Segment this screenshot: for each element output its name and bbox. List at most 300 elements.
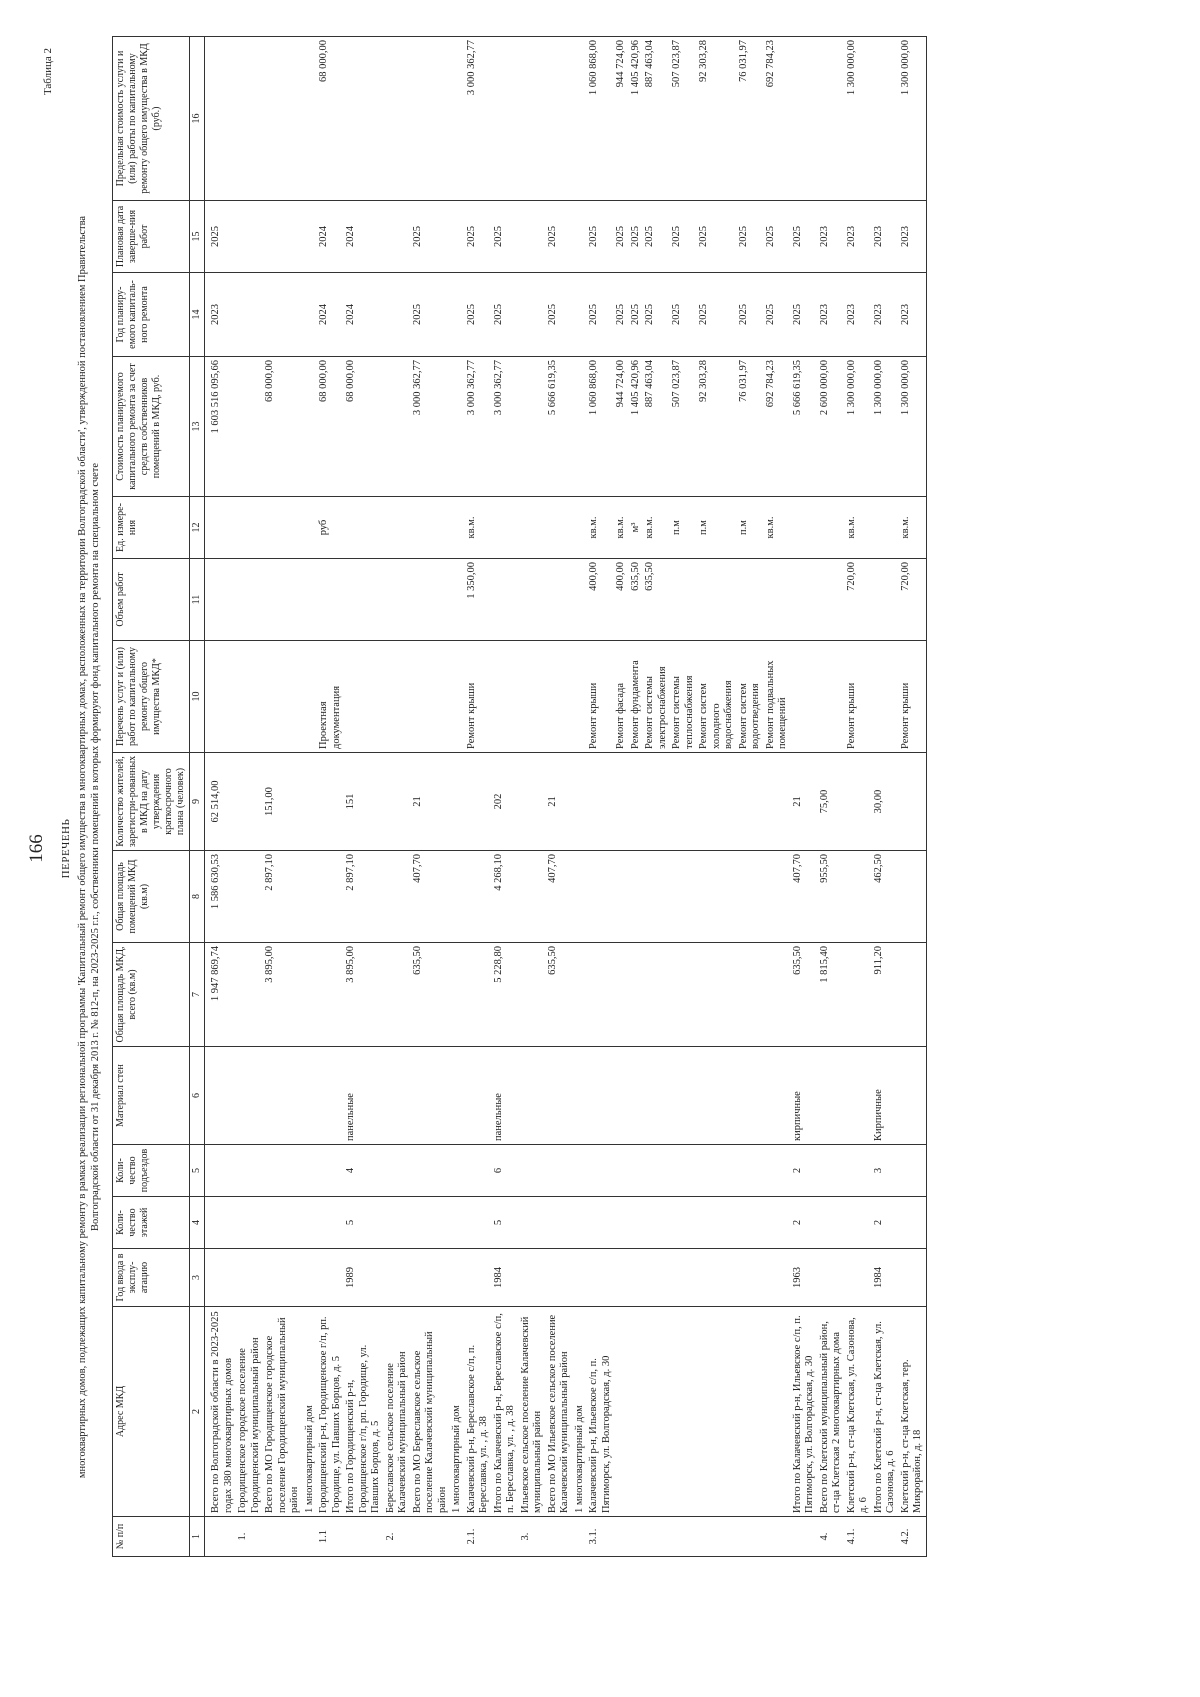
table-cell: 3 000 362,77 xyxy=(411,357,451,497)
table-cell: 68 000,00 xyxy=(317,37,344,201)
table-cell: 635,50 xyxy=(546,943,573,1047)
table-cell xyxy=(263,1517,303,1557)
table-cell xyxy=(791,37,818,201)
table-cell: 1984 xyxy=(492,1249,519,1307)
table-cell: 1 815,40 xyxy=(818,943,845,1047)
table-cell xyxy=(573,357,588,497)
table-cell: кирпичные xyxy=(791,1047,818,1145)
table-cell xyxy=(643,1249,670,1307)
table-cell xyxy=(764,943,791,1047)
table-cell xyxy=(872,559,899,641)
table-cell xyxy=(384,559,411,641)
table-cell: Всего по МО Городищенское городское поселение Городищенский муниципальный район xyxy=(263,1307,303,1517)
table-cell: 3 895,00 xyxy=(344,943,384,1047)
table-cell: 4 268,10 xyxy=(492,851,519,943)
table-cell xyxy=(614,1145,629,1197)
table-cell: 2025 xyxy=(205,201,237,273)
table-cell xyxy=(872,1517,899,1557)
table-row xyxy=(236,37,263,1557)
table-cell: 2024 xyxy=(344,273,384,357)
table-cell xyxy=(263,273,303,357)
table-cell: 1 300 000,00 xyxy=(845,357,872,497)
table-cell: 2025 xyxy=(791,201,818,273)
table-cell xyxy=(450,851,465,943)
table-cell xyxy=(205,37,237,201)
table-cell: Калачевский р-н, Ильевское с/п, п. Пятиморск, ул. Волгорадская, д. 30 xyxy=(587,1307,614,1517)
table-cell: 2025 xyxy=(492,201,519,273)
table-cell: 5 xyxy=(344,1197,384,1249)
table-cell: 202 xyxy=(492,753,519,851)
table-cell xyxy=(587,1145,614,1197)
table-cell xyxy=(546,559,573,641)
table-cell xyxy=(384,357,411,497)
table-cell xyxy=(303,357,318,497)
table-cell xyxy=(629,1145,644,1197)
table-cell xyxy=(670,1145,697,1197)
table-cell: 1984 xyxy=(872,1249,899,1307)
table-cell xyxy=(411,497,451,559)
table-cell: Ремонт крыши xyxy=(899,641,927,753)
header-cell: Плановая дата заверше-ния работ xyxy=(113,201,190,273)
table-cell xyxy=(573,943,588,1047)
table-cell xyxy=(384,1197,411,1249)
table-cell xyxy=(303,1047,318,1145)
table-cell xyxy=(670,1517,697,1557)
header-cell: Общая площадь МКД, всего (кв.м) xyxy=(113,943,190,1047)
table-cell: 3. xyxy=(519,1517,546,1557)
table-cell xyxy=(236,641,263,753)
table-cell xyxy=(614,1517,629,1557)
table-cell xyxy=(205,641,237,753)
table-cell: 151,00 xyxy=(263,753,303,851)
table-row xyxy=(818,37,845,1557)
table-cell xyxy=(492,37,519,201)
table-row xyxy=(546,37,573,1557)
table-cell xyxy=(303,1249,318,1307)
table-cell xyxy=(519,1145,546,1197)
table-cell xyxy=(411,37,451,201)
table-cell: 2025 xyxy=(643,201,670,273)
header-cell: Объем работ xyxy=(113,559,190,641)
table-cell xyxy=(519,753,546,851)
table-cell xyxy=(384,753,411,851)
table-cell: 2. xyxy=(384,1517,411,1557)
table-cell: 3 xyxy=(872,1145,899,1197)
table-cell xyxy=(317,1047,344,1145)
table-cell xyxy=(303,273,318,357)
table-cell xyxy=(573,273,588,357)
table-cell xyxy=(236,357,263,497)
table-cell xyxy=(317,753,344,851)
table-cell xyxy=(573,201,588,273)
table-cell: Ремонт подвальных помещений xyxy=(764,641,791,753)
table-cell xyxy=(697,559,737,641)
table-cell xyxy=(697,1047,737,1145)
table-cell: 2.1. xyxy=(465,1517,492,1557)
table-cell: 2025 xyxy=(764,273,791,357)
table-cell xyxy=(263,1047,303,1145)
table-cell xyxy=(411,1249,451,1307)
table-cell: 1 947 869,74 xyxy=(205,943,237,1047)
table-cell xyxy=(764,1307,791,1517)
table-cell xyxy=(519,1197,546,1249)
table-cell xyxy=(872,641,899,753)
column-number: 7 xyxy=(190,943,205,1047)
table-cell: кв.м. xyxy=(899,497,927,559)
table-cell: 2023 xyxy=(899,201,927,273)
table-cell xyxy=(614,1307,629,1517)
table-cell xyxy=(573,851,588,943)
table-cell xyxy=(465,1145,492,1197)
table-cell: 76 031,97 xyxy=(737,37,764,201)
table-cell: 944 724,00 xyxy=(614,357,629,497)
table-cell xyxy=(764,753,791,851)
column-number: 13 xyxy=(190,357,205,497)
column-number: 12 xyxy=(190,497,205,559)
table-cell: 1 многоквартирный дом xyxy=(303,1307,318,1517)
table-cell xyxy=(450,1197,465,1249)
table-cell xyxy=(411,1517,451,1557)
table-cell xyxy=(845,943,872,1047)
table-cell xyxy=(670,1249,697,1307)
table-cell xyxy=(450,943,465,1047)
table-cell xyxy=(384,1047,411,1145)
table-cell xyxy=(573,1249,588,1307)
table-cell xyxy=(519,1047,546,1145)
table-cell: Береславское сельское поселение Калачевский муниципальный район xyxy=(384,1307,411,1517)
table-cell xyxy=(384,851,411,943)
header-cell: Материал стен xyxy=(113,1047,190,1145)
table-cell xyxy=(670,1197,697,1249)
table-cell xyxy=(573,1517,588,1557)
table-cell: 1.1 xyxy=(317,1517,344,1557)
table-cell xyxy=(450,1047,465,1145)
table-cell: 2025 xyxy=(791,273,818,357)
table-cell: 1 405 420,96 xyxy=(629,357,644,497)
table-cell: кв.м. xyxy=(587,497,614,559)
table-cell xyxy=(818,497,845,559)
table-cell xyxy=(236,273,263,357)
table-cell xyxy=(697,1145,737,1197)
table-cell: Всего по Волгоградской области в 2023-2025 годах 380 многоквартирных домов xyxy=(205,1307,237,1517)
table-cell: 4 xyxy=(344,1145,384,1197)
table-cell: 2025 xyxy=(764,201,791,273)
table-cell xyxy=(629,943,644,1047)
table-cell xyxy=(614,1249,629,1307)
table-cell xyxy=(670,559,697,641)
table-cell xyxy=(317,1249,344,1307)
table-cell xyxy=(344,559,384,641)
table-cell: 1 300 000,00 xyxy=(872,357,899,497)
table-cell: Калачевский р-н, Береславское с/п, п. Береславка, ул. , д. 38 xyxy=(465,1307,492,1517)
table-cell xyxy=(573,1047,588,1145)
table-cell: 2025 xyxy=(465,273,492,357)
table-cell: 5 228,80 xyxy=(492,943,519,1047)
column-number: 8 xyxy=(190,851,205,943)
table-cell xyxy=(317,943,344,1047)
table-cell xyxy=(737,851,764,943)
column-number: 15 xyxy=(190,201,205,273)
table-cell xyxy=(791,559,818,641)
table-cell: Проектная документация xyxy=(317,641,344,753)
table-cell: 2023 xyxy=(872,201,899,273)
table-cell xyxy=(818,1145,845,1197)
table-cell: Ремонт крыши xyxy=(845,641,872,753)
table-cell xyxy=(573,753,588,851)
mkd-table xyxy=(112,36,927,1557)
header-cell: Год ввода в эксплу-атацию xyxy=(113,1249,190,1307)
table-cell: 3 000 362,77 xyxy=(492,357,519,497)
table-cell xyxy=(263,201,303,273)
table-cell xyxy=(205,1197,237,1249)
table-cell xyxy=(818,1047,845,1145)
table-cell xyxy=(643,753,670,851)
table-cell: кв.м. xyxy=(643,497,670,559)
table-cell: 2 xyxy=(791,1145,818,1197)
table-cell: 2025 xyxy=(629,201,644,273)
table-cell xyxy=(546,1249,573,1307)
column-number: 11 xyxy=(190,559,205,641)
table-cell: 2024 xyxy=(317,201,344,273)
table-cell xyxy=(629,851,644,943)
table-cell xyxy=(573,1197,588,1249)
table-cell xyxy=(236,753,263,851)
table-cell: 2025 xyxy=(411,201,451,273)
table-cell: 2025 xyxy=(697,273,737,357)
table-cell: 68 000,00 xyxy=(263,357,303,497)
table-cell xyxy=(236,943,263,1047)
table-cell: панельные xyxy=(492,1047,519,1145)
table-cell xyxy=(384,201,411,273)
table-cell: 462,50 xyxy=(872,851,899,943)
table-cell: 2025 xyxy=(629,273,644,357)
table-cell: 955,50 xyxy=(818,851,845,943)
table-cell: кв.м. xyxy=(845,497,872,559)
table-cell xyxy=(465,1249,492,1307)
table-row xyxy=(697,37,737,1557)
table-cell xyxy=(450,641,465,753)
table-row xyxy=(899,37,927,1557)
column-number: 1 xyxy=(190,1517,205,1557)
table-cell xyxy=(236,37,263,201)
table-cell xyxy=(818,641,845,753)
table-cell xyxy=(344,641,384,753)
table-cell xyxy=(317,559,344,641)
table-cell xyxy=(845,851,872,943)
table-cell: 2025 xyxy=(614,273,629,357)
table-cell xyxy=(587,1047,614,1145)
table-cell: 1 603 516 095,66 xyxy=(205,357,237,497)
table-cell xyxy=(450,273,465,357)
table-cell: м³ xyxy=(629,497,644,559)
table-cell xyxy=(764,559,791,641)
table-cell: Всего по МО Береславское сельское поселение Калачевский муниципальный район xyxy=(411,1307,451,1517)
table-cell xyxy=(587,753,614,851)
table-cell xyxy=(344,1517,384,1557)
table-cell: 692 784,23 xyxy=(764,37,791,201)
table-cell xyxy=(737,1047,764,1145)
table-cell: 2 xyxy=(791,1197,818,1249)
table-row xyxy=(344,37,384,1557)
table-cell: 4.2. xyxy=(899,1517,927,1557)
table-cell xyxy=(303,37,318,201)
table-cell: панельные xyxy=(344,1047,384,1145)
table-cell: 2 897,10 xyxy=(344,851,384,943)
table-cell xyxy=(614,851,629,943)
table-row xyxy=(519,37,546,1557)
table-cell xyxy=(643,1307,670,1517)
table-cell xyxy=(317,1197,344,1249)
table-cell xyxy=(737,1517,764,1557)
table-cell xyxy=(818,559,845,641)
table-cell xyxy=(205,1145,237,1197)
table-row xyxy=(670,37,697,1557)
table-cell xyxy=(450,1517,465,1557)
table-cell xyxy=(737,559,764,641)
table-cell: 3 895,00 xyxy=(263,943,303,1047)
table-cell xyxy=(670,753,697,851)
table-cell xyxy=(303,497,318,559)
table-cell: 2025 xyxy=(587,273,614,357)
table-cell xyxy=(643,1047,670,1145)
table-cell xyxy=(384,943,411,1047)
table-cell xyxy=(303,201,318,273)
table-cell: 2024 xyxy=(344,201,384,273)
table-cell: 62 514,00 xyxy=(205,753,237,851)
table-cell: п.м xyxy=(697,497,737,559)
table-cell xyxy=(899,753,927,851)
table-cell xyxy=(899,1197,927,1249)
table-cell xyxy=(791,1517,818,1557)
table-cell xyxy=(411,1047,451,1145)
table-cell: 1 350,00 xyxy=(465,559,492,641)
table-row xyxy=(791,37,818,1557)
table-cell xyxy=(519,641,546,753)
table-cell xyxy=(465,1047,492,1145)
table-cell xyxy=(519,559,546,641)
table-cell: кв.м. xyxy=(764,497,791,559)
table-cell xyxy=(344,497,384,559)
header-cell: Адрес МКД xyxy=(113,1307,190,1517)
table-cell xyxy=(303,1517,318,1557)
table-cell xyxy=(899,943,927,1047)
table-cell: 2 xyxy=(872,1197,899,1249)
table-cell: 4. xyxy=(818,1517,845,1557)
table-cell xyxy=(764,1517,791,1557)
table-cell: 1 300 000,00 xyxy=(845,37,872,201)
table-cell: 635,50 xyxy=(791,943,818,1047)
table-cell xyxy=(263,559,303,641)
table-cell xyxy=(411,641,451,753)
table-cell xyxy=(643,943,670,1047)
table-cell xyxy=(205,1517,237,1557)
table-cell xyxy=(697,1197,737,1249)
table-row xyxy=(872,37,899,1557)
table-cell xyxy=(629,1307,644,1517)
table-row xyxy=(492,37,519,1557)
table-cell: 2025 xyxy=(492,273,519,357)
table-cell xyxy=(764,1145,791,1197)
table-cell: 1963 xyxy=(791,1249,818,1307)
table-row xyxy=(845,37,872,1557)
table-cell xyxy=(845,1197,872,1249)
table-cell xyxy=(205,1249,237,1307)
table-cell: Ремонт фасада xyxy=(614,641,629,753)
table-cell xyxy=(573,37,588,201)
table-cell: 151 xyxy=(344,753,384,851)
table-cell xyxy=(614,753,629,851)
table-cell xyxy=(205,497,237,559)
table-cell xyxy=(519,497,546,559)
column-number-row xyxy=(190,37,205,1557)
table-cell xyxy=(519,943,546,1047)
table-cell: 1 060 868,00 xyxy=(587,37,614,201)
table-cell: 400,00 xyxy=(587,559,614,641)
table-cell: Ремонт системы электроснабжения xyxy=(643,641,670,753)
table-cell xyxy=(236,851,263,943)
table-cell xyxy=(263,1145,303,1197)
table-cell: Кирпичные xyxy=(872,1047,899,1145)
table-cell xyxy=(643,1145,670,1197)
table-cell: 720,00 xyxy=(899,559,927,641)
table-cell: 2025 xyxy=(737,273,764,357)
column-number: 4 xyxy=(190,1197,205,1249)
table-cell: 2025 xyxy=(643,273,670,357)
table-label: Таблица 2 xyxy=(42,48,54,96)
page-number: 166 xyxy=(26,834,47,863)
table-cell xyxy=(450,1145,465,1197)
table-cell xyxy=(872,37,899,201)
table-cell xyxy=(643,851,670,943)
table-cell: 2025 xyxy=(411,273,451,357)
table-cell xyxy=(450,357,465,497)
table-cell xyxy=(764,851,791,943)
table-cell xyxy=(465,1197,492,1249)
table-cell xyxy=(697,1249,737,1307)
table-cell xyxy=(899,851,927,943)
table-cell xyxy=(845,753,872,851)
table-cell xyxy=(384,37,411,201)
table-body xyxy=(205,37,927,1557)
table-cell: Ремонт систем водоотведения xyxy=(737,641,764,753)
table-cell xyxy=(737,943,764,1047)
table-cell xyxy=(737,1145,764,1197)
table-cell xyxy=(450,1249,465,1307)
table-cell xyxy=(643,1197,670,1249)
header-cell: Стоимость планируемого капитального ремонта за счет средств собственников помещений в МКД, руб. xyxy=(113,357,190,497)
column-number: 2 xyxy=(190,1307,205,1517)
table-cell xyxy=(643,1517,670,1557)
table-cell: 2023 xyxy=(845,273,872,357)
table-cell: Итого по Клетский р-н, ст-ца Клетская, ул. Сазонова, д. 6 xyxy=(872,1307,899,1517)
table-cell xyxy=(450,559,465,641)
table-cell xyxy=(791,641,818,753)
table-cell xyxy=(899,1047,927,1145)
table-cell: кв.м. xyxy=(465,497,492,559)
table-cell: 400,00 xyxy=(614,559,629,641)
table-cell xyxy=(629,1517,644,1557)
table-cell: 1. xyxy=(236,1517,263,1557)
table-cell xyxy=(236,1249,263,1307)
table-row xyxy=(465,37,492,1557)
column-number: 6 xyxy=(190,1047,205,1145)
table-cell: Итого по Калачевский р-н, Ильевское с/п, п. Пятиморск, ул. Волгорадская, д. 30 xyxy=(791,1307,818,1517)
table-cell xyxy=(384,641,411,753)
table-cell: Итого по Городищенский р-н, Городищенское г/п, рп. Городище, ул. Павших Борцов, д. 5 xyxy=(344,1307,384,1517)
column-number: 10 xyxy=(190,641,205,753)
subtitle-line: Волгоградской области от 31 декабря 2013 г. № 812-п, на 2023-2025 г.г., собственники помещений в которых формируют фонд капитального ремонта на специальном счете xyxy=(90,462,101,1232)
table-cell xyxy=(614,1197,629,1249)
